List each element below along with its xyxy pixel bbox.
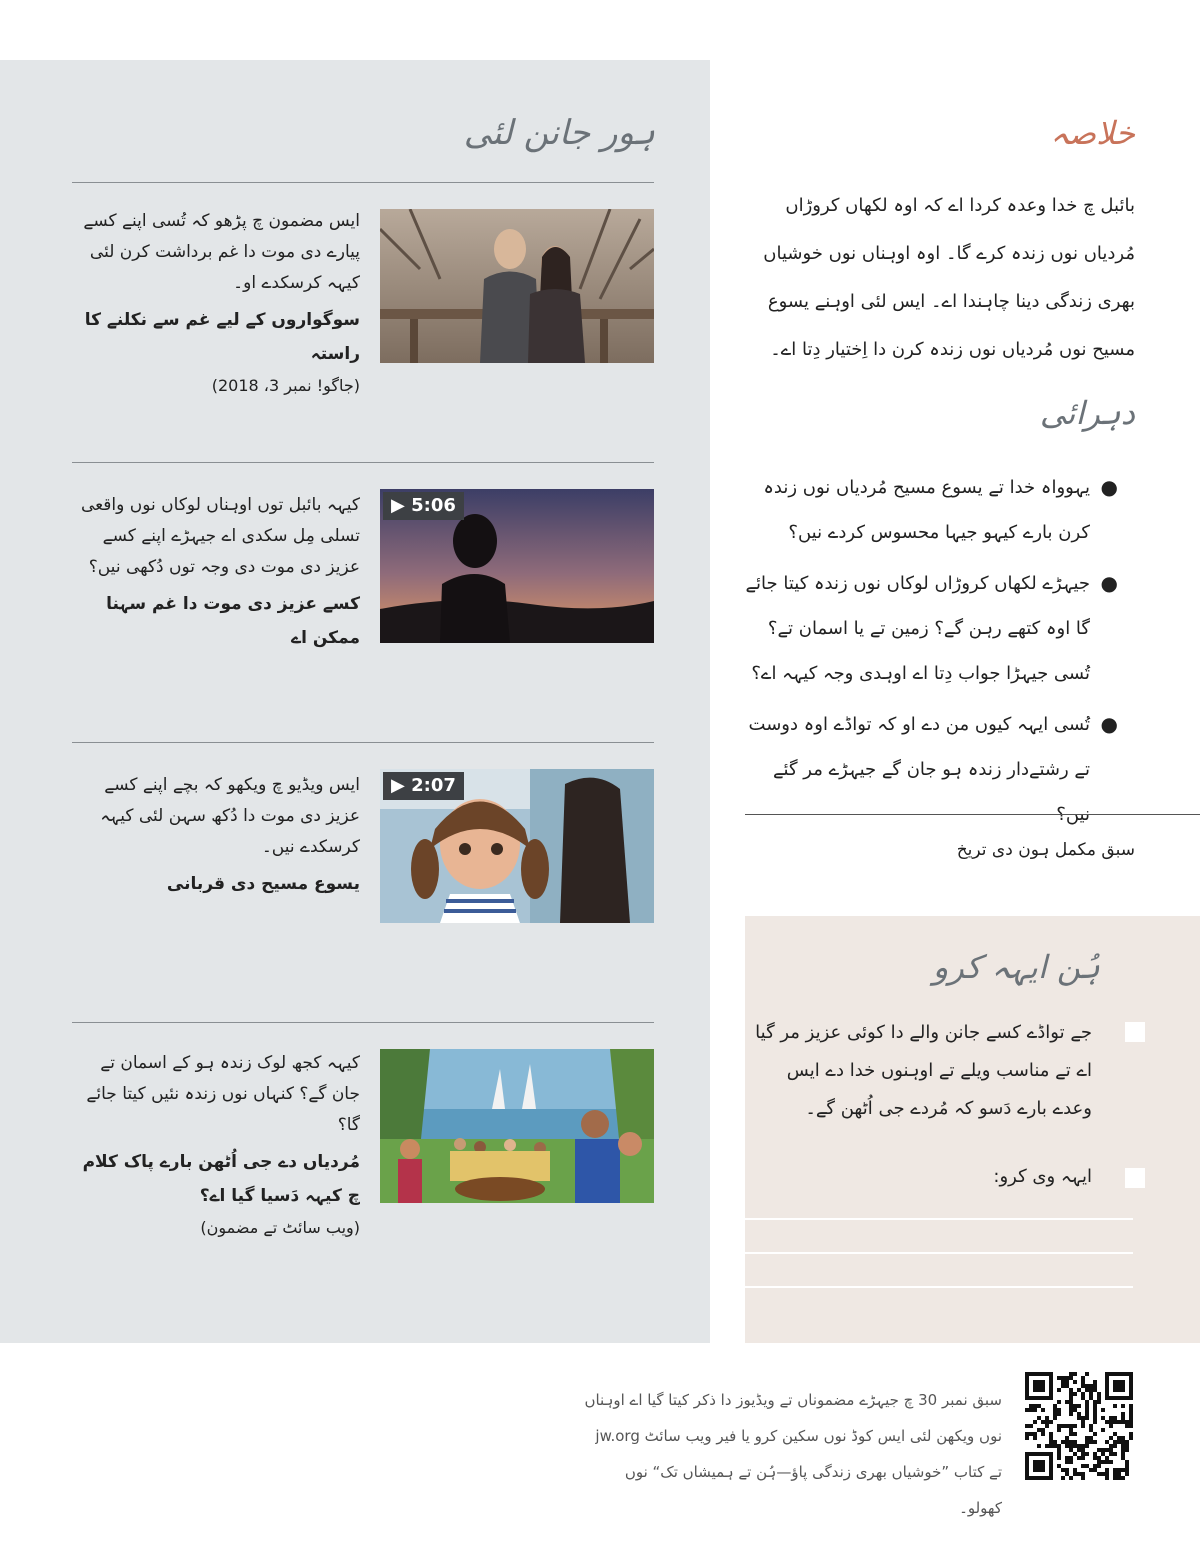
- do-now-title: ہُن ایہہ کرو: [932, 948, 1100, 986]
- write-line[interactable]: [745, 1252, 1133, 1254]
- learn-more-item[interactable]: [70, 1048, 360, 1243]
- learn-more-item[interactable]: [70, 206, 360, 401]
- completion-date-label: سبق مکمل ہون دی تریخ: [956, 840, 1135, 860]
- learn-more-item[interactable]: [70, 490, 360, 655]
- write-line[interactable]: [745, 1218, 1133, 1220]
- item-title[interactable]: کسے عزیز دی موت دا غم سہنا ممکن اے: [106, 594, 360, 648]
- bullet-icon: ●: [1100, 475, 1118, 499]
- divider: [72, 1022, 654, 1023]
- video-duration-badge: ▶ 5:06: [383, 492, 464, 520]
- item-description: کیہہ کجھ لوک زندہ ہو کے اسمان تے جان گے؟ کنہاں نوں زندہ نئیں کیتا جائے گا؟: [86, 1053, 360, 1135]
- learn-more-item[interactable]: [70, 770, 360, 901]
- summary-text: بائبل چ خدا وعدہ کردا اے کہ اوہ لکھاں کروڑاں مُردیاں نوں زندہ کرے گا۔ اوہ اوہناں نوں خوشیاں بھری زندگی دینا چاہندا اے۔ ایس لئی اوہنے یسوع مسیح نوں مُردیاں نوں زندہ کرن دا اِختیار دِتا اے۔: [763, 195, 1135, 360]
- review-question: ● تُسی ایہہ کیوں من دے او کہ تواڈے اوہ دوست تے رشتےدار زندہ ہو جان گے جیہڑے مر گئے نیں؟: [740, 702, 1110, 837]
- sunset-silhouette-video[interactable]: [380, 489, 654, 643]
- bullet-icon: ●: [1100, 571, 1118, 595]
- item-source: (جاگو! نمبر 3، 2018): [211, 376, 360, 395]
- bullet-icon: ●: [1100, 712, 1118, 736]
- qr-code[interactable]: [1025, 1372, 1133, 1480]
- review-question: ● جیہڑے لکھاں کروڑاں لوکاں نوں زندہ کیتا جائے گا اوہ کتھے رہن گے؟ زمین تے یا اسمان تے؟ تُسی جیہڑا جواب دِتا اے اوہدی وجہ کیہہ اے؟: [740, 561, 1110, 696]
- review-questions: [740, 465, 1118, 843]
- item-description: ایس مضمون چ پڑھو کہ تُسی اپنے کسے پیارے دی موت دا غم برداشت کرن لئی کیہہ کرسکدے او۔: [83, 211, 360, 293]
- divider: [745, 814, 1200, 815]
- learn-more-title: ہور جانن لئی: [463, 113, 655, 153]
- video-duration-badge: ▶ 2:07: [383, 772, 464, 800]
- resurrection-crowd-image[interactable]: [380, 1049, 654, 1203]
- write-line[interactable]: [745, 1286, 1133, 1288]
- review-title: دہرائی: [1039, 394, 1135, 432]
- item-title[interactable]: سوگواروں کے لیے غم سے نکلنے کا راستہ: [84, 310, 360, 364]
- do-now-item: ایہہ وی کرو:: [993, 1166, 1092, 1187]
- item-title[interactable]: یسوع مسیح دی قربانی: [166, 874, 360, 894]
- do-now-item: جے تواڈے کسے جانن والے دا کوئی عزیز مر گیا اے تے مناسب ویلے تے اوہنوں خدا دے ایس وعدے بارے دَسو کہ مُردے جی اُٹھن گے۔: [755, 1022, 1092, 1119]
- checkbox[interactable]: [1125, 1168, 1145, 1188]
- divider: [72, 742, 654, 743]
- item-description: کیہہ بائبل توں اوہناں لوکاں نوں واقعی تسلی مِل سکدی اے جیہڑے اپنے کسے عزیز دی موت دی وجہ توں دُکھی نیں؟: [80, 495, 360, 577]
- divider: [72, 182, 654, 183]
- item-description: ایس ویڈیو چ ویکھو کہ بچے اپنے کسے عزیز دی موت دا دُکھ سہن لئی کیہہ کرسکدے نیں۔: [100, 775, 360, 857]
- item-title[interactable]: مُردیاں دے جی اُٹھن بارے پاک کلام چ کیہہ دَسیا گیا اے؟: [82, 1152, 360, 1206]
- checkbox[interactable]: [1125, 1022, 1145, 1042]
- divider: [72, 462, 654, 463]
- review-question: ● یہوواہ خدا تے یسوع مسیح مُردیاں نوں زندہ کرن بارے کیہو جیہا محسوس کردے نیں؟: [740, 465, 1110, 555]
- summary-title: خلاصہ: [1050, 114, 1135, 152]
- item-source: (ویب سائٹ تے مضمون): [200, 1218, 360, 1237]
- animated-girl-video[interactable]: [380, 769, 654, 923]
- footer-text: سبق نمبر 30 چ جیہڑے مضموناں تے ویڈیوز دا ذکر کیتا گیا اے اوہناں نوں ویکھن لئی ایس کوڈ نوں سکین کرو یا فیر ویب سائٹ jw.org تے کتاب ”خوشیاں بھری زندگی پاؤ—ہُن تے ہمیشاں تک“ نوں کھولو۔: [584, 1391, 1002, 1517]
- couple-bridge-image[interactable]: [380, 209, 654, 363]
